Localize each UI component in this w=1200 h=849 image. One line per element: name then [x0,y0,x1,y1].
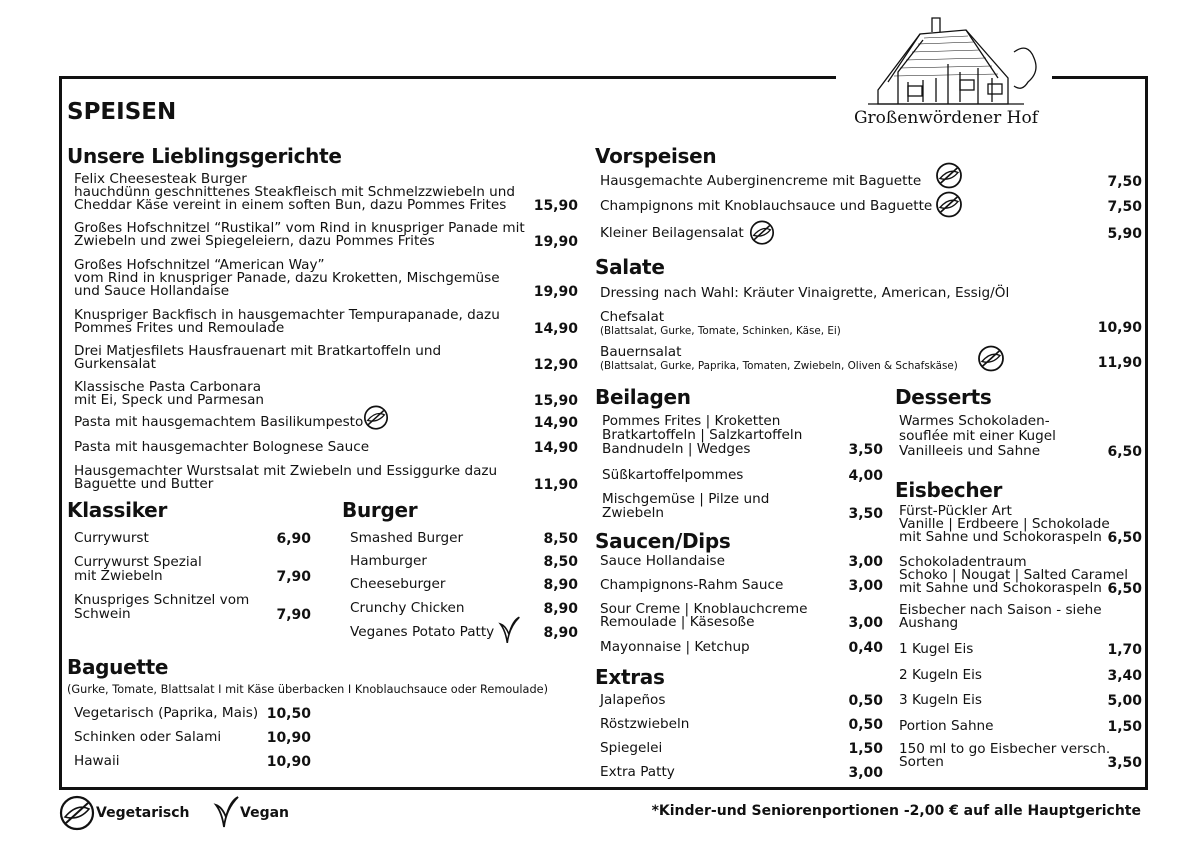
klassiker-item-line: Currywurst Spezial [74,554,202,570]
beilagen-item-line: Zwiebeln [602,505,664,521]
saucen-item-price: 0,40 [848,640,883,656]
lieblinge-item-line: Gurkensalat [74,356,156,372]
salad-price: 10,90 [1097,320,1142,336]
logo-name: Großenwördener Hof [853,108,1039,128]
saucen-item-price: 3,00 [848,578,883,594]
lieblinge-item-price: 14,90 [533,440,578,456]
klassiker-item-line: Schwein [74,606,131,622]
lieblinge-item-line: Großes Hofschnitzel “American Way” [74,257,325,273]
lieblinge-item-line: Knuspriger Backfisch in hausgemachter Tempurapanade, dazu [74,307,500,323]
lieblinge-item-price: 11,90 [533,477,578,493]
klassiker-item-price: 6,90 [276,531,311,547]
beilagen-item-line: Süßkartoffelpommes [602,467,744,483]
section-title-klassiker: Klassiker [67,498,168,522]
eisbecher-item-price: 1,50 [1107,719,1142,735]
baguette-item-price: 10,50 [266,706,311,722]
eisbecher-item-price: 5,00 [1107,693,1142,709]
extras-item-line: Röstzwiebeln [600,716,690,732]
lieblinge-item-line: Großes Hofschnitzel “Rustikal” vom Rind in knuspriger Panade mit [74,220,525,236]
extras-item-price: 3,00 [848,765,883,781]
saucen-item-line: Champignons-Rahm Sauce [600,577,784,593]
eisbecher-item-price: 6,50 [1107,581,1142,597]
beilagen-item-line: Bratkartoffeln | Salzkartoffeln [602,427,803,443]
lieblinge-item-line: Klassische Pasta Carbonara [74,379,262,395]
section-title-desserts: Desserts [895,385,992,409]
vegan-leaf-icon [212,795,240,829]
burger-item-price: 8,90 [543,625,578,641]
lieblinge-item-line: Hausgemachter Wurstsalat mit Zwiebeln und Essiggurke dazu [74,463,498,479]
eisbecher-item-price: 3,40 [1107,668,1142,684]
extras-item-line: Extra Patty [600,764,675,780]
lieblinge-item-line: mit Ei, Speck und Parmesan [74,392,265,408]
eisbecher-item-line: 1 Kugel Eis [899,641,974,657]
burger-item-price: 8,90 [543,601,578,617]
baguette-item-line: Schinken oder Salami [74,729,222,745]
salate-dressing: Dressing nach Wahl: Kräuter Vinaigrette, American, Essig/Öl [600,285,1010,301]
eisbecher-item-line: Schoko | Nougat | Salted Caramel [899,567,1129,583]
section-title-eisbecher: Eisbecher [895,478,1003,502]
eisbecher-item-line: mit Sahne und Schokoraspeln [899,529,1102,545]
vegetarian-icon [976,345,1006,372]
saucen-item-line: Mayonnaise | Ketchup [600,639,750,655]
klassiker-item-line: Currywurst [74,530,149,546]
burger-item-line: Crunchy Chicken [350,600,465,616]
lieblinge-item-line: Cheddar Käse vereint in einem soften Bun, dazu Pommes Frites [74,197,507,213]
lieblinge-item-price: 14,90 [533,321,578,337]
section-title-baguette: Baguette [67,655,169,679]
vorspeisen-item-line: Hausgemachte Auberginencreme mit Baguette [600,173,922,189]
vorspeisen-item-price: 7,50 [1107,199,1142,215]
saucen-item-line: Sour Creme | Knoblauchcreme [600,601,808,617]
burger-item-line: Smashed Burger [350,530,464,546]
vegetarian-icon [57,795,97,831]
vorspeisen-item-line: Champignons mit Knoblauchsauce und Baguette [600,198,933,214]
saucen-item-line: Remoulade | Käsesoße [600,614,755,630]
eisbecher-item-line: mit Sahne und Schokoraspeln [899,580,1102,596]
section-title-salate: Salate [595,255,665,279]
section-title-saucen: Saucen/Dips [595,529,731,553]
beilagen-item-price: 4,00 [848,468,883,484]
extras-item-price: 0,50 [848,717,883,733]
eisbecher-item-price: 3,50 [1107,755,1142,771]
eisbecher-item-line: Sorten [899,754,944,770]
baguette-item-price: 10,90 [266,754,311,770]
klassiker-item-line: Knuspriges Schnitzel vom [74,592,250,608]
beilagen-item-line: Pommes Frites | Kroketten [602,413,781,429]
beilagen-item-line: Mischgemüse | Pilze und [602,491,770,507]
eisbecher-item-price: 1,70 [1107,642,1142,658]
burger-item-price: 8,50 [543,554,578,570]
extras-item-line: Spiegelei [600,740,663,756]
lieblinge-item-line: Drei Matjesfilets Hausfrauenart mit Bratkartoffeln und [74,343,442,359]
legend-vegan: Vegan [240,805,289,821]
klassiker-item-price: 7,90 [276,569,311,585]
lieblinge-item-line: hauchdünn geschnittenes Steakfleisch mit Schmelzzwiebeln und [74,184,515,200]
eisbecher-item-line: Portion Sahne [899,718,994,734]
klassiker-item-line: mit Zwiebeln [74,568,163,584]
burger-item-price: 8,90 [543,577,578,593]
klassiker-item-price: 7,90 [276,607,311,623]
section-title-beilagen: Beilagen [595,385,691,409]
section-title-extras: Extras [595,665,665,689]
eisbecher-item-line: Eisbecher nach Saison - siehe [899,602,1102,618]
vorspeisen-item-price: 5,90 [1107,226,1142,242]
salad-name: Bauernsalat [600,344,682,360]
extras-item-line: Jalapeños [600,692,666,708]
saucen-item-price: 3,00 [848,615,883,631]
beilagen-item-price: 3,50 [848,506,883,522]
vegetarian-icon [362,405,390,430]
eisbecher-item-line: Schokoladentraum [899,554,1027,570]
eisbecher-item-line: 150 ml to go Eisbecher versch. [899,741,1111,757]
eisbecher-item-line: Vanille | Erdbeere | Schokolade [899,516,1110,532]
vegetarian-icon [934,191,964,218]
lieblinge-item-line: vom Rind in knuspriger Panade, dazu Kroketten, Mischgemüse [74,270,500,286]
extras-item-price: 0,50 [848,693,883,709]
lieblinge-item-price: 15,90 [533,198,578,214]
burger-item-line: Cheeseburger [350,576,446,592]
desserts-item-line: Vanilleeis und Sahne [899,443,1041,459]
beilagen-item-line: Bandnudeln | Wedges [602,441,751,457]
baguette-note: (Gurke, Tomate, Blattsalat I mit Käse überbacken I Knoblauchsauce oder Remoulade) [67,683,549,696]
eisbecher-item-price: 6,50 [1107,530,1142,546]
lieblinge-item-price: 19,90 [533,284,578,300]
vegetarian-icon [934,162,964,189]
desserts-item-line: Warmes Schokoladen- [899,413,1050,429]
lieblinge-item-line: Pommes Frites und Remoulade [74,320,285,336]
vegetarian-icon [748,220,776,245]
vegan-leaf-icon [497,615,521,645]
section-title-vorspeisen: Vorspeisen [595,144,717,168]
baguette-item-line: Hawaii [74,753,120,769]
lieblinge-item-line: Baguette und Butter [74,476,214,492]
salad-desc: (Blattsalat, Gurke, Paprika, Tomaten, Zwiebeln, Oliven & Schafskäse) [600,360,958,372]
page-title: SPEISEN [67,99,177,125]
burger-item-price: 8,50 [543,531,578,547]
extras-item-price: 1,50 [848,741,883,757]
lieblinge-item-line: Felix Cheesesteak Burger [74,171,247,187]
lieblinge-item-line: Zwiebeln und zwei Spiegeleiern, dazu Pommes Frites [74,233,435,249]
saucen-item-price: 3,00 [848,554,883,570]
eisbecher-item-line: 3 Kugeln Eis [899,692,982,708]
lieblinge-item-line: Pasta mit hausgemachtem Basilikumpesto [74,414,364,430]
baguette-item-price: 10,90 [266,730,311,746]
eisbecher-item-line: Fürst-Pückler Art [899,503,1012,519]
salad-desc: (Blattsalat, Gurke, Tomate, Schinken, Käse, Ei) [600,325,841,337]
beilagen-item-price: 3,50 [848,442,883,458]
vorspeisen-item-price: 7,50 [1107,174,1142,190]
section-title-burger: Burger [342,498,418,522]
desserts-item-line: souflée mit einer Kugel [899,428,1056,444]
burger-item-line: Hamburger [350,553,427,569]
eisbecher-item-line: Aushang [899,615,959,631]
section-title-lieblinge: Unsere Lieblingsgerichte [67,144,342,168]
eisbecher-item-line: 2 Kugeln Eis [899,667,982,683]
lieblinge-item-price: 14,90 [533,415,578,431]
salad-price: 11,90 [1097,355,1142,371]
burger-item-line: Veganes Potato Patty [350,624,495,640]
salad-name: Chefsalat [600,309,665,325]
lieblinge-item-line: Pasta mit hausgemachter Bolognese Sauce [74,439,370,455]
lieblinge-item-price: 12,90 [533,357,578,373]
lieblinge-item-price: 19,90 [533,234,578,250]
saucen-item-line: Sauce Hollandaise [600,553,725,569]
lieblinge-item-price: 15,90 [533,393,578,409]
lieblinge-item-line: und Sauce Hollandaise [74,283,230,299]
legend-vegetarian: Vegetarisch [96,805,190,821]
baguette-item-line: Vegetarisch (Paprika, Mais) [74,705,259,721]
footnote: *Kinder-und Seniorenportionen -2,00 € auf alle Hauptgerichte [651,803,1141,819]
vorspeisen-item-line: Kleiner Beilagensalat [600,225,744,241]
desserts-item-price: 6,50 [1107,444,1142,460]
